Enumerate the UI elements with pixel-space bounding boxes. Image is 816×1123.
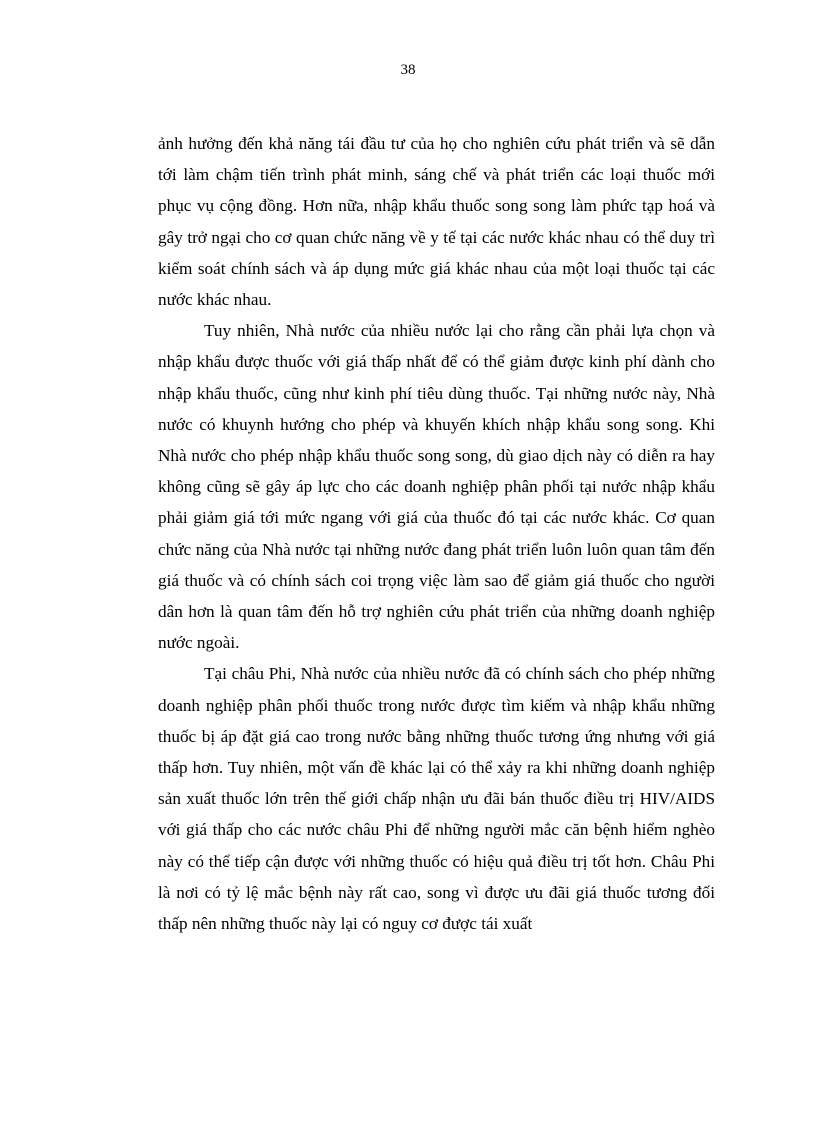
paragraph-parallel-import-policy: Tuy nhiên, Nhà nước của nhiều nước lại cho rằng cần phải lựa chọn và nhập khẩu được thuốc với giá thấp nhất để có thể giảm được kinh phí dành cho nhập khẩu thuốc, cũng như kinh phí tiêu dùng thuốc. Tại những nước này, Nhà nước có khuynh hướng cho phép và khuyến khích nhập khẩu song song. Khi Nhà nước cho phép nhập khẩu thuốc song song, dù giao dịch này có diễn ra hay không cũng sẽ gây áp lực cho các doanh nghiệp phân phối tại nước nhập khẩu phải giảm giá tới mức ngang với giá của thuốc đó tại các nước khác. Cơ quan chức năng của Nhà nước tại những nước đang phát triển luôn luôn quan tâm đến giá thuốc và có chính sách coi trọng việc làm sao để giảm giá thuốc cho người dân hơn là quan tâm đến hỗ trợ nghiên cứu phát triển của những doanh nghiệp nước ngoài. (158, 321, 715, 653)
body-text (158, 128, 715, 939)
paragraph-continued: ảnh hưởng đến khả năng tái đầu tư của họ cho nghiên cứu phát triển và sẽ dẫn tới làm chậm tiến trình phát minh, sáng chế và phát triển các loại thuốc mới phục vụ cộng đồng. Hơn nữa, nhập khẩu thuốc song song làm phức tạp hoá và gây trở ngại cho cơ quan chức năng về y tế tại các nước khác nhau có thể duy trì kiểm soát chính sách và áp dụng mức giá khác nhau của một loại thuốc tại các nước khác nhau. (158, 134, 715, 310)
paragraph-africa: Tại châu Phi, Nhà nước của nhiều nước đã có chính sách cho phép những doanh nghiệp phân phối thuốc trong nước được tìm kiếm và nhập khẩu những thuốc bị áp đặt giá cao trong nước bằng những thuốc tương ứng nhưng với giá thấp hơn. Tuy nhiên, một vấn đề khác lại có thể xảy ra khi những doanh nghiệp sản xuất thuốc lớn trên thế giới chấp nhận ưu đãi bán thuốc điều trị HIV/AIDS với giá thấp cho các nước châu Phi để những người mắc căn bệnh hiểm nghèo này có thể tiếp cận được với những thuốc có hiệu quả điều trị tốt hơn. Châu Phi là nơi có tỷ lệ mắc bệnh này rất cao, song vì được ưu đãi giá thuốc tương đối thấp nên những thuốc này lại có nguy cơ được tái xuất (158, 664, 715, 934)
page-number: 38 (400, 62, 416, 78)
